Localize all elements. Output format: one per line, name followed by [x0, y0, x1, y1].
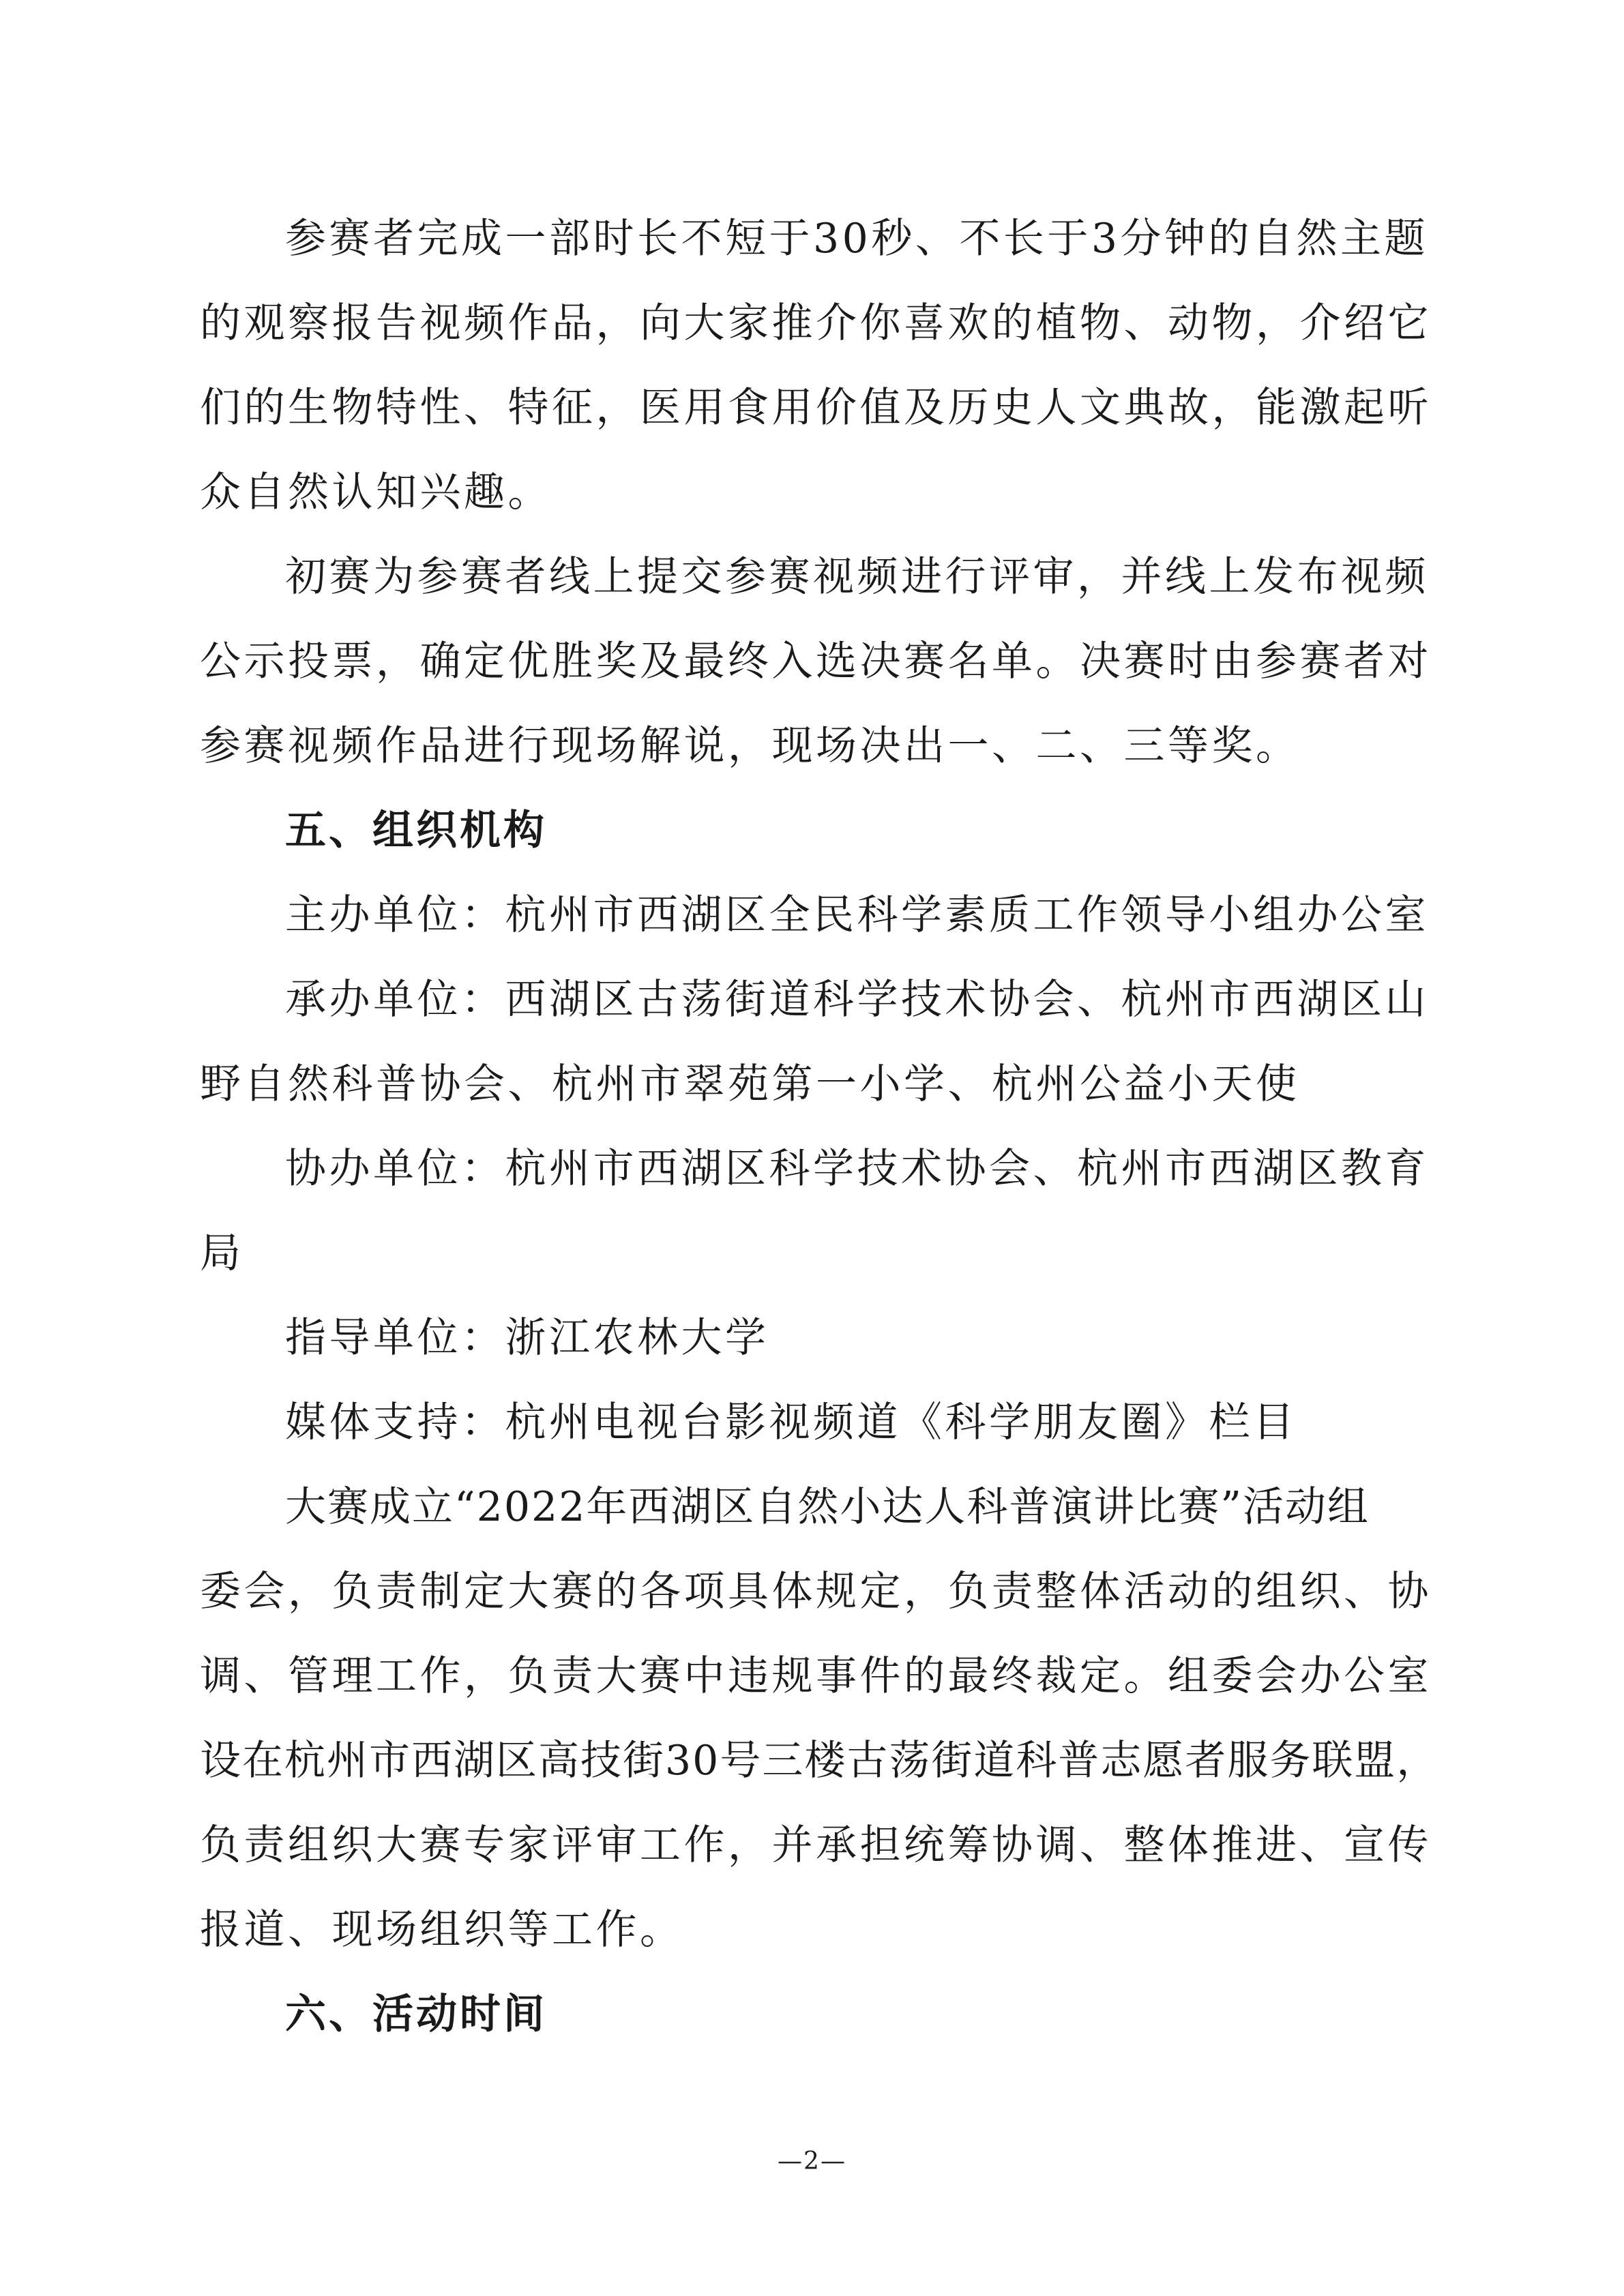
section-heading: 六、活动时间 — [285, 1991, 547, 2038]
paragraph-line: 调、管理工作，负责大赛中违规事件的最终裁定。组委会办公室 — [200, 1652, 1432, 1700]
paragraph-line: 报道、现场组织等工作。 — [200, 1906, 684, 1954]
paragraph-line: 野自然科普协会、杭州市翠苑第一小学、杭州公益小天使 — [200, 1060, 1300, 1108]
paragraph-line: 媒体支持：杭州电视台影视频道《科学朋友圈》栏目 — [285, 1399, 1297, 1446]
paragraph-line: 负责组织大赛专家评审工作，并承担统筹协调、整体推进、宣传 — [200, 1821, 1432, 1869]
paragraph-line: 设在杭州市西湖区高技街30号三楼古荡街道科普志愿者服务联盟， — [200, 1737, 1439, 1785]
page-number: —2— — [778, 2147, 846, 2175]
paragraph-line: 们的生物特性、特征，医用食用价值及历史人文典故，能激起听 — [200, 384, 1432, 432]
section-heading: 五、组织机构 — [285, 807, 547, 854]
paragraph-line: 主办单位：杭州市西湖区全民科学素质工作领导小组办公室 — [285, 891, 1429, 939]
paragraph-line: 的观察报告视频作品，向大家推介你喜欢的植物、动物，介绍它 — [200, 299, 1432, 347]
paragraph-line: 参赛视频作品进行现场解说，现场决出一、二、三等奖。 — [200, 722, 1300, 770]
paragraph-line: 局 — [200, 1229, 244, 1277]
paragraph-line: 参赛者完成一部时长不短于30秒、不长于3分钟的自然主题 — [285, 215, 1429, 263]
paragraph-line: 众自然认知兴趣。 — [200, 468, 552, 516]
paragraph-line: 委会，负责制定大赛的各项具体规定，负责整体活动的组织、协 — [200, 1568, 1432, 1615]
paragraph-line: 公示投票，确定优胜奖及最终入选决赛名单。决赛时由参赛者对 — [200, 638, 1432, 685]
paragraph-line: 大赛成立“2022年西湖区自然小达人科普演讲比赛”活动组 — [285, 1483, 1370, 1531]
paragraph-line: 初赛为参赛者线上提交参赛视频进行评审，并线上发布视频 — [285, 553, 1429, 601]
paragraph-line: 协办单位：杭州市西湖区科学技术协会、杭州市西湖区教育 — [285, 1145, 1429, 1193]
paragraph-line: 承办单位：西湖区古荡街道科学技术协会、杭州市西湖区山 — [285, 976, 1429, 1024]
paragraph-line: 指导单位：浙江农林大学 — [285, 1314, 769, 1362]
